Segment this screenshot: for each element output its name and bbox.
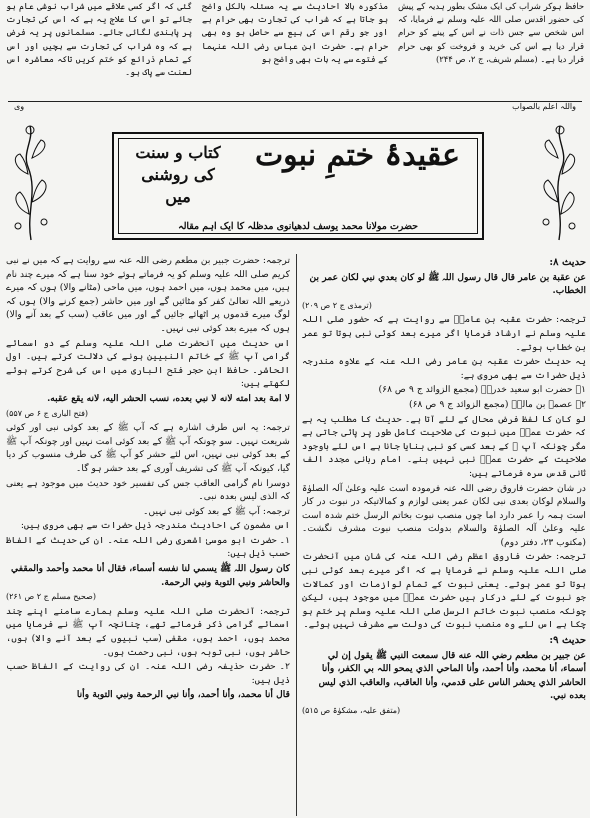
arabic-text: كان رسول اللہ ﷺ يسمي لنا نفسه أسماء، فقال أنا محمد وأحمد والمقفي والحاشر ونبي التوبة ونبي الرحمة. [11,563,290,588]
paragraph: ۱۔ حضرت ابو سعید خدریؓ (مجمع الزوائد ج ۹ ص ۶۸) [378,384,586,396]
arabic-text: عن جبير بن مطعم رضي اللہ عنه قال سمعت النبي ﷺ يقول إن لي أسماء، أنا محمد، وأنا أحمد، وأنا الماحي الذي يمحو اللہ بي الكفر، وأنا الحاشر الذي يحشر الناس على قدمي، وأنا العاقب، والعاقب الذي ليس بعده نبي. [318,649,586,702]
paragraph: اس حدیث میں آنحضرت صلی اللہ علیہ وسلم کے دو اسمائے گرامی آپ ﷺ کے خاتم النبیین ہونے کی دلالت کرتے ہیں۔ اول الحاشر۔ حافظ ابن حجر فتح الباری میں اس کی شرح کرتے ہوئے لکھتے ہیں: [6,337,290,390]
divider-caption-right: واللہ اعلم بالصواب [512,102,576,111]
paragraph: ۲۔ عصمہ بن مالکؓ (مجمع الزوائد ج ۹ ص ۶۸) [409,398,586,410]
title-frame [112,132,484,240]
paragraph: اس مضمون کی احادیث مندرجہ ذیل حضرات سے بھی مروی ہیں: [20,520,290,532]
top-text-column-right: حافظ ہوکر شراب کی ایک مشک بطور ہدیہ کے پیش کی حضور اقدس صلی اللہ علیہ وسلم نے فرمایا، کہ اس شخص سے جس ذات نے اس کے پینے کو حرام قرار دیا ہے اس کی خرید و فروخت کو بھی حرام قرار دیا ہے۔ (مسلم شریف، ج ۲، ص ۲۴۴) [398,1,584,64]
arabic-text: عن عقبة بن عامر قال قال رسول اللہ ﷺ لو كان بعدي نبي لكان عمر بن الخطاب. [309,271,586,297]
previous-article-text [6,0,584,98]
hadith-heading: حدیث ۹: [549,635,586,647]
paragraph: یہ حدیث حضرت عقبہ بن عامر رضی اللہ عنہ کے علاوہ مندرجہ ذیل حضرات سے بھی مروی ہے: [302,356,586,381]
article-title: عقیدۂ ختمِ نبوت [254,138,460,173]
paragraph: ترجمہ: آنحضرت صلی اللہ علیہ وسلم ہمارے سامنے اپنے چند اسمائے گرامی ذکر فرماتے تھے، چنانچہ آپ ﷺ نے فرمایا میں محمد ہوں، احمد ہوں، مقفی (سب نبیوں کے بعد آنے والا) ہوں، حاشر ہوں، نبی توبہ ہوں، نبی رحمت ہوں۔ [6,605,290,658]
arabic-text: قال أنا محمد، وأنا أحمد، وأنا نبي الرحمة ونبي التوبة وأنا [76,689,290,701]
reference-citation: (فتح الباری ج ۶ ص ۵۵۷) [6,408,89,418]
top-text-column-left: گئی کہ اگر کسی علاقے میں شراب نوشی عام ہو جائے تو اس کا علاج یہ ہے کہ اس کی تجارت پر پابندی لگائی جائے۔ مسلمانوں پر یہ فرض ہے کہ وہ شراب کی تجارت سے بچیں اور اس کے تمام ذرائع کو ختم کریں تاکہ معاشرہ اس لعنت سے پاک ہو۔ [6,1,192,78]
reference-citation: (صحیح مسلم ج ۲ ص ۲۶۱) [6,592,96,602]
divider-caption-left: وی [14,102,25,111]
paragraph: ترجمہ: یہ اس طرف اشارہ ہے کہ آپ ﷺ کے بعد کوئی نبی اور کوئی شریعت نہیں۔ سو چونکہ آپ ﷺ کے بعد کوئی امت نہیں اور چونکہ آپ ﷺ کے بعد کوئی نبی نہیں، اس لئے حشر کو آپ ﷺ کی طرف منسوب کر دیا گیا، کیونکہ آپ ﷺ کی تشریف آوری کے بعد حشر ہو گا۔ [6,422,290,474]
paragraph: در شان حضرت فاروق رضی اللہ عنہ فرمودہ است علیہ وعلیٰ آلہ الصلوٰۃ والسلام لوکان بعدی نبی لکان عمر یعنی لوازم و کمالاتیکہ در نبوت در کار است ہمہ را عمر دارد اما چوں منصب نبوت بخاتم الرسل ختم شدہ است علیہ وعلیٰ آلہ الصلوٰۃ والسلام بدولت منصب نبوت مشرف نگشت۔ (مکتوب ۲۳، دفتر دوم) [302,482,586,548]
floral-ornament-right-icon [534,122,584,242]
paragraph: ترجمہ: آپ ﷺ کے بعد کوئی نبی نہیں۔ [143,505,290,517]
arabic-text: لا امة بعد امته لانه لا نبي بعده، نسب الحشر اليه، لانه يقع عقبه. [47,392,290,404]
floral-ornament-left-icon [6,122,56,242]
divider-caption [0,102,590,114]
paragraph: ترجمہ: حضرت عقبہ بن عامرؓ سے روایت ہے کہ حضور صلی اللہ علیہ وسلم نے ارشاد فرمایا اگر میرے بعد کوئی نبی ہوتا تو عمر بن خطاب ہوتے۔ [302,314,586,353]
article-tagline: کتاب و سنت کی روشنی میں [135,143,221,206]
paragraph: ترجمہ: حضرت جبیر بن مطعم رضی اللہ عنہ سے روایت ہے کہ میں نے نبی کریم صلی اللہ علیہ وسلم کو یہ فرماتے ہوئے خود سنا ہے کہ میرے چند نام ہیں، میں محمد ہوں، میں احمد ہوں، میں ماحی (مٹانے والا) ہوں کہ میرے ذریعے اللہ تعالیٰ کفر کو مٹائیں گے اور میں حاشر (جمع کرنے والا) ہوں کہ لوگ میرے قدموں پر اٹھائے جائیں گے اور میں عاقب (سب کے بعد آنے والا) ہوں کہ میرے بعد کوئی نبی نہیں۔ [6,255,290,334]
article-banner [6,118,584,248]
article-author-line: حضرت مولانا محمد یوسف لدھیانوی مدظلہ کا ایک اہم مقالہ [178,221,418,232]
top-text-column-middle: مذکورہ بالا احادیث سے یہ مسئلہ بالکل واضح ہو جاتا ہے کہ شراب کی تجارت بھی حرام ہے اور جو رقم اس کی بیع سے حاصل ہو وہ بھی حرام ہے۔ حضرت ابن عباس رضی اللہ عنہما کے فتوے سے یہ بات بھی واضح ہو [202,1,388,64]
paragraph: دوسرا نام گرامی العاقب جس کی تفسیر خود حدیث میں موجود ہے یعنی کہ الذی لیس بعدہ نبی۔ [6,477,290,503]
paragraph: ترجمہ: حضرت فاروق اعظم رضی اللہ عنہ کی شان میں آنحضرت صلی اللہ علیہ وسلم نے فرمایا ہے کہ اگر میرے بعد کوئی نبی ہوتا تو عمر ہوتے۔ یعنی نبوت کے تمام لوازمات اور کمالات جو نبوت کے لئے درکار ہیں حضرت عمرؓ میں موجود ہیں، لیکن چونکہ منصب نبوت خاتم الرسل صلی اللہ علیہ وسلم پر ختم ہو چکا ہے اس لئے وہ منصب نبوت کی دولت سے مشرف نہیں ہوئے۔ [302,551,586,631]
hadith-heading: حدیث ۸: [549,257,586,268]
reference-citation: (ترمذی ج ۲ ص ۲۰۹) [302,300,372,310]
paragraph: لو کان کا لفظ فرض محال کے لئے آتا ہے۔ حدیث کا مطلب یہ ہے کہ حضرت عمرؓ میں نبوت کی صلاحیت کامل طور پر پائی جاتی ہے مگر چونکہ آپ ﷺ کے بعد کسی کو نبی بنایا جانا ہے اس لئے باوجود صلاحیت کے حضرت عمرؓ نبی نہیں بنے۔ امام ربانی مجدد الف ثانی قدس سرہ فرماتے ہیں: [302,413,586,479]
reference-citation: (متفق علیہ، مشکوٰۃ ص ۵۱۵) [302,706,401,715]
column-divider [296,254,297,816]
paragraph: ۱۔ حضرت ابو موسیٰ اشعری رضی اللہ عنہ۔ ان کی حدیث کے الفاظ حسب ذیل ہیں: [6,534,290,560]
article-column-right [302,254,586,814]
paragraph: ۲۔ حضرت حذیفہ رضی اللہ عنہ۔ ان کی روایت کے الفاظ حسب ذیل ہیں: [6,661,290,686]
article-column-left [6,254,290,814]
